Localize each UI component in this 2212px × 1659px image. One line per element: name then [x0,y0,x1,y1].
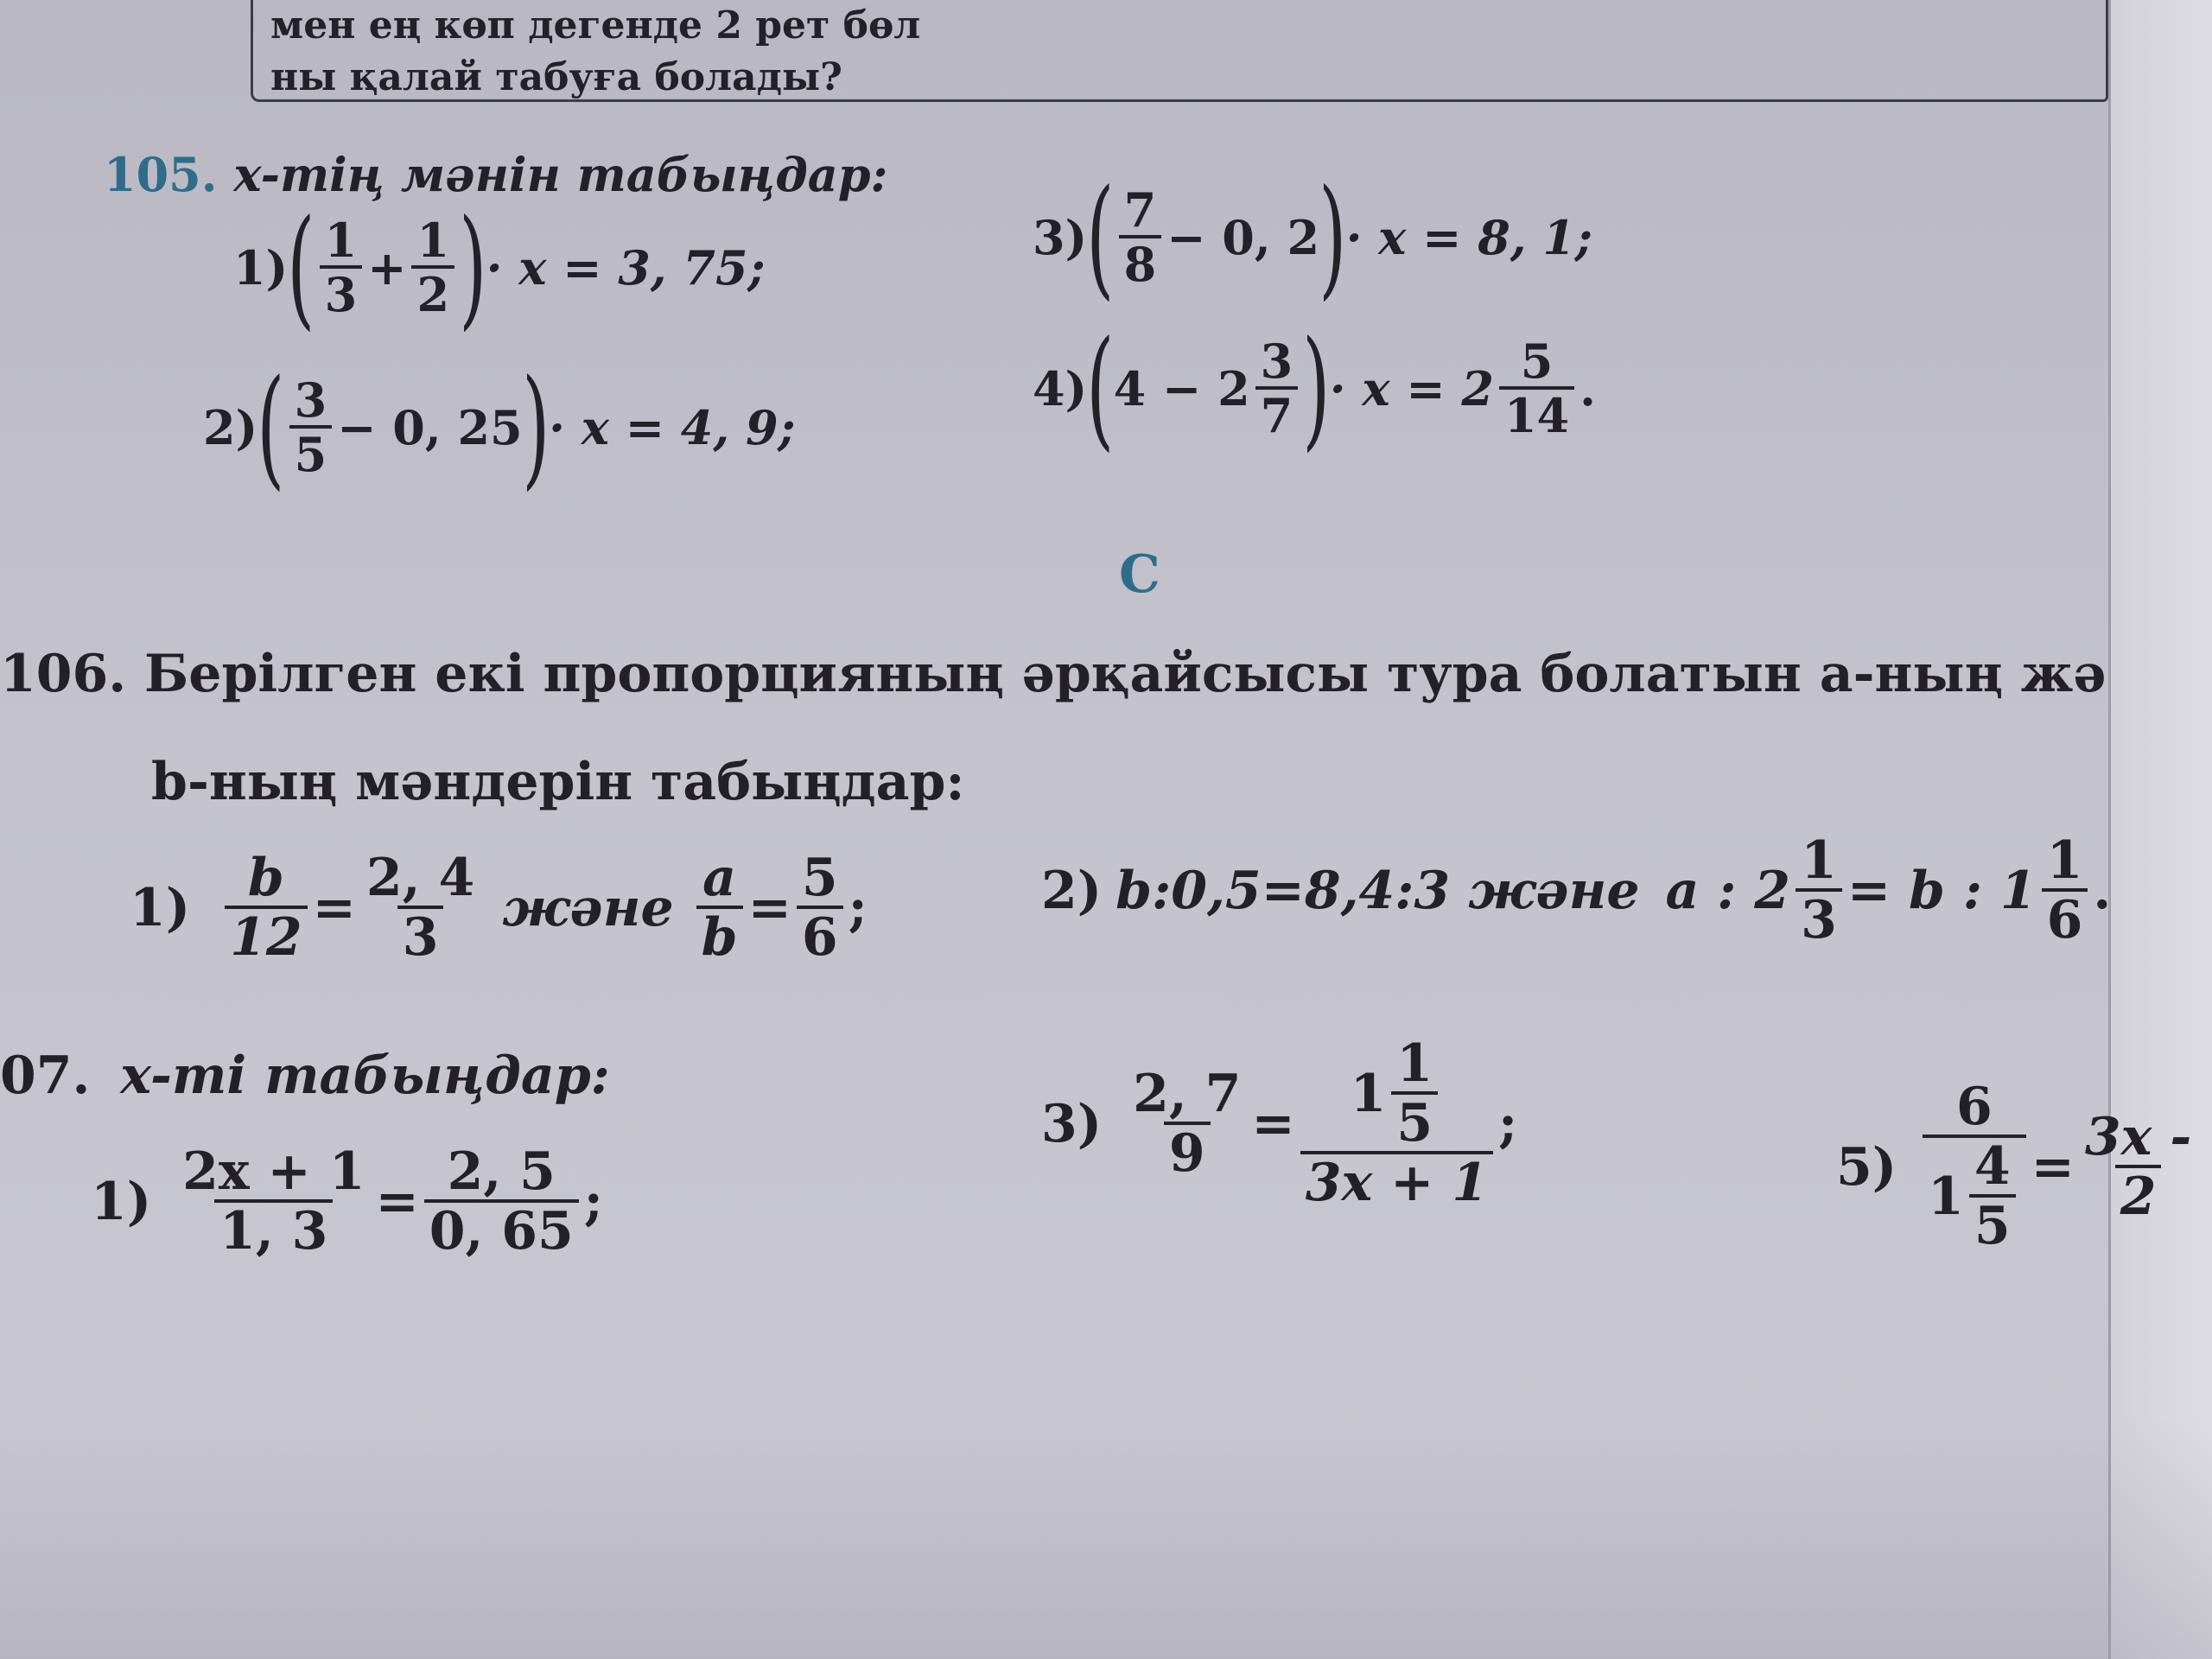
task-107-heading [0,1046,610,1106]
denominator: 3 [397,906,444,965]
equals-sign: = [312,878,356,938]
item-text: b:0,5=8,4:3 және [1116,861,1640,921]
left-paren: ( [1086,162,1115,313]
task-107-number: 07. [0,1046,91,1106]
expr-pre: 4 − 2 [1113,361,1250,416]
task-105-title: x-тің мәнін табыңдар: [233,147,888,202]
item-label: 1) [130,878,191,938]
task-105-item-4 [1033,314,1596,464]
fraction [2080,1106,2196,1227]
end-mark: . [2093,861,2112,921]
fraction [1796,830,1842,950]
operator: + [367,240,407,296]
end-mark: . [1580,361,1596,416]
denominator: 2 [2115,1165,2162,1224]
numerator: 3 [1260,334,1294,390]
task-105-number: 105. [104,147,218,202]
task-105-item-3 [1033,162,1592,313]
fraction [797,848,843,968]
fraction [1391,1033,1438,1154]
numerator: 1 [1801,830,1837,891]
right-paren: ) [521,353,550,503]
denominator: 2 [411,265,454,320]
end-mark: ; [848,878,868,938]
equals-sign: = [1251,1093,1295,1154]
item-label: 5) [1836,1136,1897,1198]
task-106-number: 106. [0,644,127,704]
numerator: 7 [1123,182,1157,238]
mixed-whole: 1 [1928,1166,1964,1227]
item-label: 2) [203,400,258,455]
conjunction: және [502,878,674,938]
equation-rhs: · x = 8, 1; [1345,210,1592,265]
fraction [177,1141,370,1262]
item-label: 3) [1041,1093,1103,1154]
header-line-1: мен ең көп дегенде 2 рет бөл [270,3,921,48]
task-107-item-5 [1836,1077,2202,1256]
mixed-whole: 1 [1350,1063,1387,1124]
task-106-item-1 [130,848,868,968]
numerator [1345,1033,1449,1154]
denominator: 8 [1119,235,1162,289]
task-107-item-3 [1041,1033,1518,1213]
item-label: 1) [91,1172,152,1232]
expr-b: = b : 1 [1847,861,2037,921]
left-paren: ( [257,353,285,503]
denominator: 5 [1391,1091,1438,1151]
denominator: 1, 3 [214,1199,333,1259]
operator: − 0, 2 [1166,210,1320,265]
task-105-heading [104,147,887,202]
right-paren: ) [459,193,487,343]
numerator: 2, 7 [1133,1063,1242,1124]
task-106-line-2: b-ның мәндерін табыңдар: [151,752,965,812]
denominator: 0, 65 [424,1199,579,1259]
fraction [1499,334,1574,443]
item-label: 3) [1033,210,1088,265]
denominator: b [696,906,743,965]
fraction [1119,182,1162,292]
denominator: 5 [1969,1194,2016,1254]
section-c-heading: C [1119,544,1160,605]
item-label: 2) [1041,861,1103,921]
right-paren: ) [1302,314,1331,464]
denominator: 14 [1499,386,1574,441]
numerator: 1 [324,213,358,269]
task-107-title: x-ті табыңдар: [120,1046,610,1106]
fraction [361,848,480,968]
task-106-text-1: Берілген екі пропорцияның әрқайсысы тура болатын a-ның жә [144,644,2107,704]
numerator: 5 [801,848,838,908]
denominator: 7 [1255,386,1299,441]
fraction [320,213,363,322]
task-105-item-2 [203,353,796,503]
equals-sign: = [375,1172,419,1232]
numerator: 2, 5 [447,1141,556,1202]
numerator: 2x + 1 [182,1141,365,1202]
numerator: 3x - [2084,1106,2192,1167]
numerator: 3 [294,372,327,429]
header-box [251,0,2108,102]
end-mark: ; [583,1172,603,1232]
denominator: 6 [797,906,843,965]
equals-sign: = [747,878,791,938]
numerator: 1 [416,213,450,269]
equals-sign: = [2031,1136,2075,1198]
fraction [1128,1063,1246,1184]
fraction [1969,1136,2016,1256]
denominator: 9 [1164,1122,1211,1181]
numerator: b [247,848,284,908]
right-paren: ) [1319,162,1347,313]
numerator: 1 [2046,830,2083,891]
numerator: a [702,848,737,908]
denominator [1923,1135,2026,1254]
end-mark: ; [1498,1093,1518,1154]
numerator: 5 [1520,334,1554,390]
equation-rhs: · x = 2 [1329,361,1494,416]
denominator: 5 [289,425,333,480]
operator: − 0, 25 [337,400,523,455]
numerator: 4 [1974,1136,2011,1197]
numerator: 1 [1396,1033,1433,1094]
equation-rhs: · x = 3, 75; [486,240,766,296]
page-edge [2108,0,2212,1659]
fraction [1255,334,1299,443]
fraction [225,848,308,968]
left-paren: ( [287,193,315,343]
denominator: 3x + 1 [1300,1151,1493,1211]
complex-fraction [1300,1033,1493,1213]
fraction [289,372,333,482]
denominator: 6 [2042,888,2088,948]
item-label: 1) [233,240,289,296]
denominator: 12 [225,906,308,965]
fraction [424,1141,579,1262]
denominator: 3 [320,265,363,320]
numerator: 6 [1956,1077,1993,1137]
task-107-item-1 [91,1141,603,1262]
item-label: 4) [1033,361,1088,416]
denominator: 3 [1796,888,1842,948]
fraction [696,848,743,968]
task-105-item-1 [233,193,766,343]
left-paren: ( [1086,314,1115,464]
page-shadow [0,1417,2212,1659]
numerator: 2, 4 [365,848,475,908]
task-106-line-1 [0,644,2107,704]
fraction [411,213,454,322]
equation-rhs: · x = 4, 9; [549,400,796,455]
fraction [2042,830,2088,950]
complex-fraction [1923,1077,2026,1256]
header-line-2: ны қалай табуға болады? [270,55,842,99]
task-106-item-2 [1041,830,2112,950]
expr-a: a : 2 [1665,861,1791,921]
